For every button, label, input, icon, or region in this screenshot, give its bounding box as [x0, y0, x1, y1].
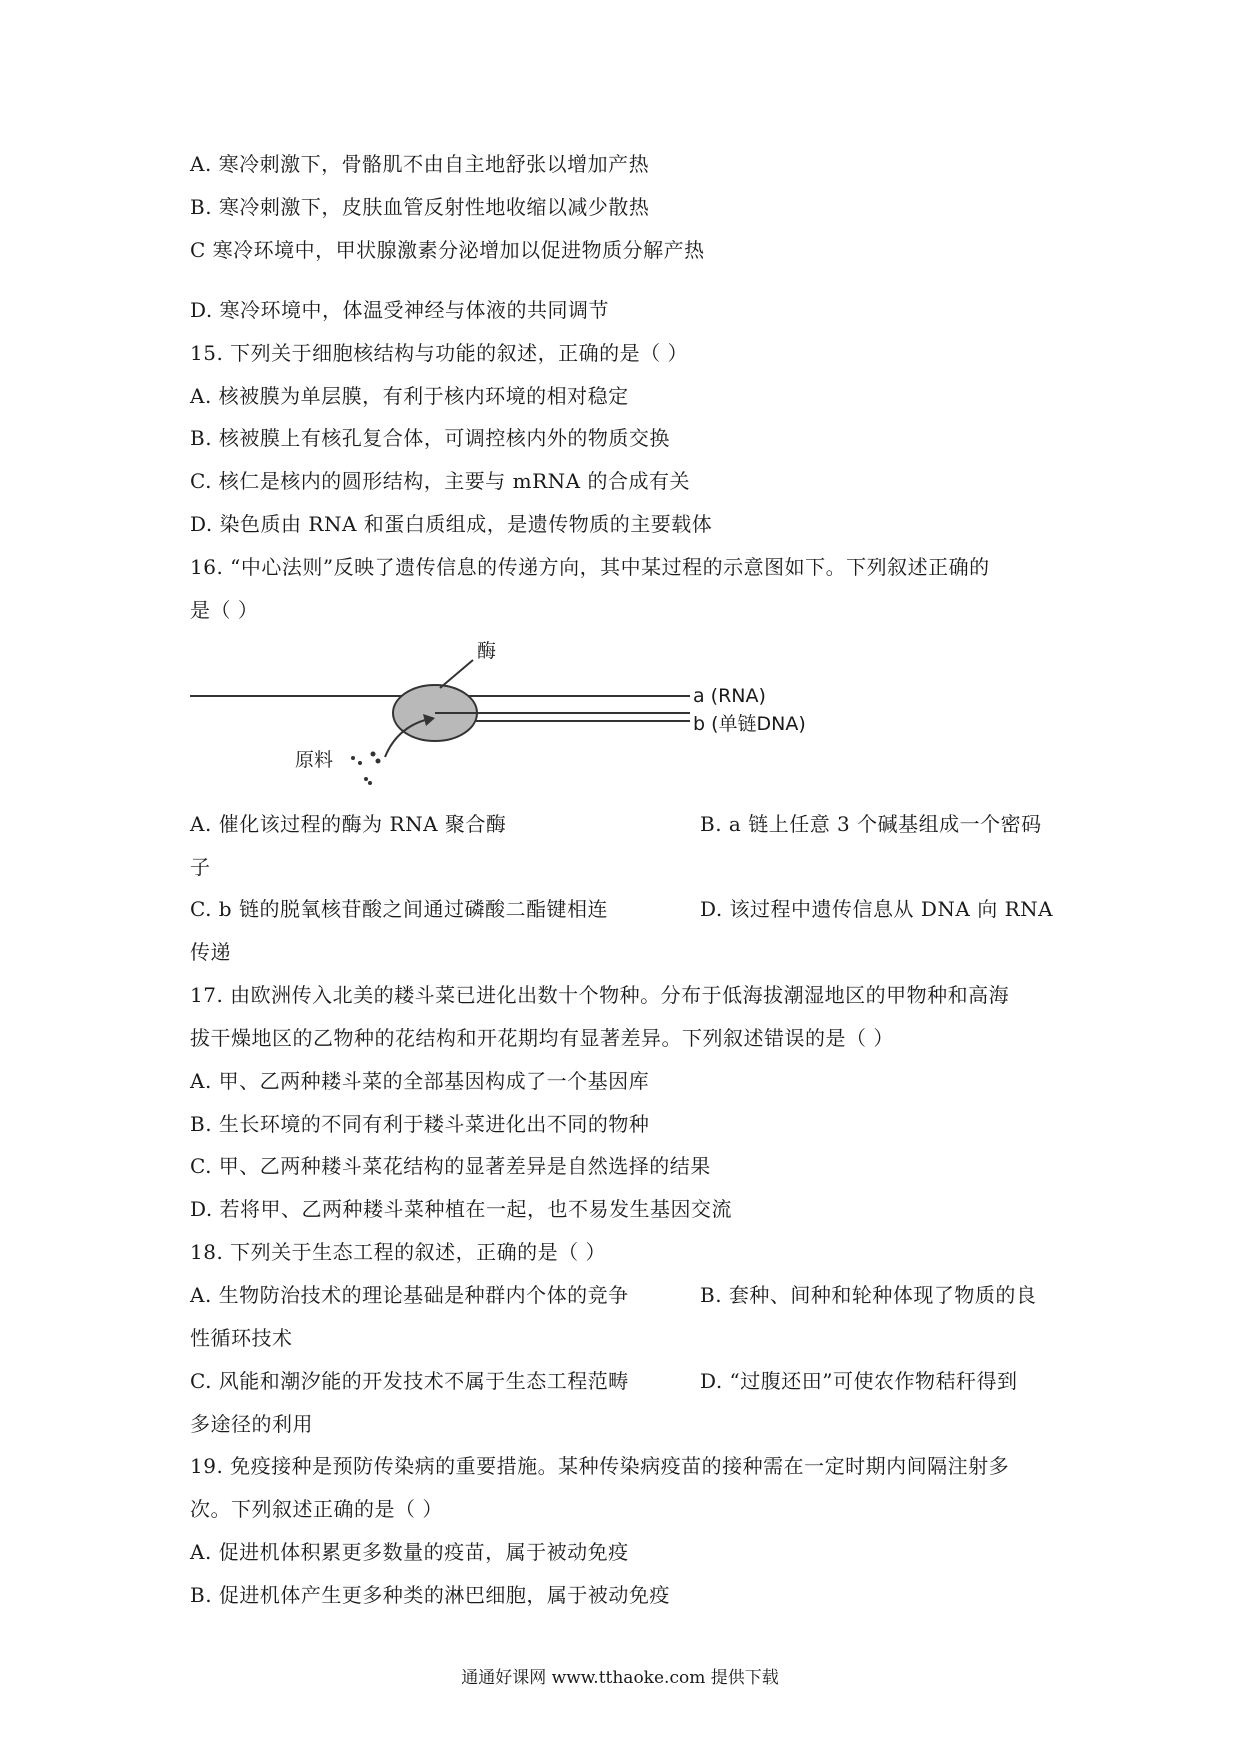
q19-stem-line2: 次。下列叙述正确的是（ ）: [190, 1497, 443, 1521]
q18-option-b-line2: 性循环技术: [190, 1326, 293, 1350]
enzyme-pointer-line: [440, 660, 473, 688]
q18-option-d-line2: 多途径的利用: [190, 1412, 313, 1436]
q15-stem: 15. 下列关于细胞核结构与功能的叙述，正确的是（ ）: [190, 341, 689, 365]
transcription-diagram: [185, 630, 825, 790]
q18-option-c: C. 风能和潮汐能的开发技术不属于生态工程范畴: [190, 1369, 629, 1393]
q17-stem-line2: 拔干燥地区的乙物种的花结构和开花期均有显著差异。下列叙述错误的是（ ）: [190, 1026, 894, 1050]
q15-option-a: A. 核被膜为单层膜，有利于核内环境的相对稳定: [190, 384, 629, 408]
nucleotide-dot: [364, 777, 368, 781]
q16-option-d-line1: D. 该过程中遗传信息从 DNA 向 RNA: [700, 897, 1054, 921]
q16-option-b-line2: 子: [190, 855, 211, 879]
q15-option-b: B. 核被膜上有核孔复合体，可调控核内外的物质交换: [190, 426, 670, 450]
q14-option-a: A. 寒冷刺激下，骨骼肌不由自主地舒张以增加产热: [190, 152, 650, 176]
q18-option-a: A. 生物防治技术的理论基础是种群内个体的竞争: [190, 1283, 629, 1307]
q16-option-a: A. 催化该过程的酶为 RNA 聚合酶: [190, 812, 507, 836]
enzyme-label: 酶: [477, 640, 497, 662]
strand-b-label: b (单链DNA): [693, 713, 806, 735]
q17-stem-line1: 17. 由欧洲传入北美的耧斗菜已进化出数十个物种。分布于低海拔潮湿地区的甲物种和高海: [190, 983, 1010, 1007]
q16-option-b-line1: B. a 链上任意 3 个碱基组成一个密码: [700, 812, 1042, 836]
nucleotide-dot: [351, 756, 355, 760]
q19-option-b: B. 促进机体产生更多种类的淋巴细胞，属于被动免疫: [190, 1583, 670, 1607]
q18-option-b-line1: B. 套种、间种和轮种体现了物质的良: [700, 1283, 1037, 1307]
q14-option-b: B. 寒冷刺激下，皮肤血管反射性地收缩以减少散热: [190, 195, 650, 219]
q16-option-d-line2: 传递: [190, 940, 231, 964]
q17-option-b: B. 生长环境的不同有利于耧斗菜进化出不同的物种: [190, 1112, 650, 1136]
q18-option-d-line1: D. “过腹还田”可使农作物秸秆得到: [700, 1369, 1018, 1393]
q17-option-d: D. 若将甲、乙两种耧斗菜种植在一起，也不易发生基因交流: [190, 1197, 733, 1221]
q19-stem-line1: 19. 免疫接种是预防传染病的重要措施。某种传染病疫苗的接种需在一定时期内间隔注射多: [190, 1454, 1010, 1478]
nucleotide-dot: [371, 752, 376, 757]
strand-a-label: a (RNA): [693, 685, 766, 707]
q15-option-c: C. 核仁是核内的圆形结构，主要与 mRNA 的合成有关: [190, 469, 690, 493]
q16-stem-line2: 是（ ）: [190, 598, 259, 622]
q18-stem: 18. 下列关于生态工程的叙述，正确的是（ ）: [190, 1240, 607, 1264]
page-footer: 通通好课网 www.tthaoke.com 提供下载: [461, 1668, 779, 1688]
q16-option-c: C. b 链的脱氧核苷酸之间通过磷酸二酯键相连: [190, 897, 608, 921]
q17-option-c: C. 甲、乙两种耧斗菜花结构的显著差异是自然选择的结果: [190, 1154, 711, 1178]
q19-option-a: A. 促进机体积累更多数量的疫苗，属于被动免疫: [190, 1540, 629, 1564]
q14-option-c: C 寒冷环境中，甲状腺激素分泌增加以促进物质分解产热: [190, 238, 705, 262]
q17-option-a: A. 甲、乙两种耧斗菜的全部基因构成了一个基因库: [190, 1069, 650, 1093]
q14-option-d: D. 寒冷环境中，体温受神经与体液的共同调节: [190, 298, 610, 322]
q16-stem-line1: 16. “中心法则”反映了遗传信息的传递方向，其中某过程的示意图如下。下列叙述正确的: [190, 555, 990, 579]
q15-option-d: D. 染色质由 RNA 和蛋白质组成，是遗传物质的主要载体: [190, 512, 713, 536]
nucleotide-dot: [358, 761, 362, 765]
nucleotide-dot: [376, 759, 381, 764]
material-label: 原料: [295, 749, 334, 771]
nucleotide-dot: [368, 781, 372, 785]
